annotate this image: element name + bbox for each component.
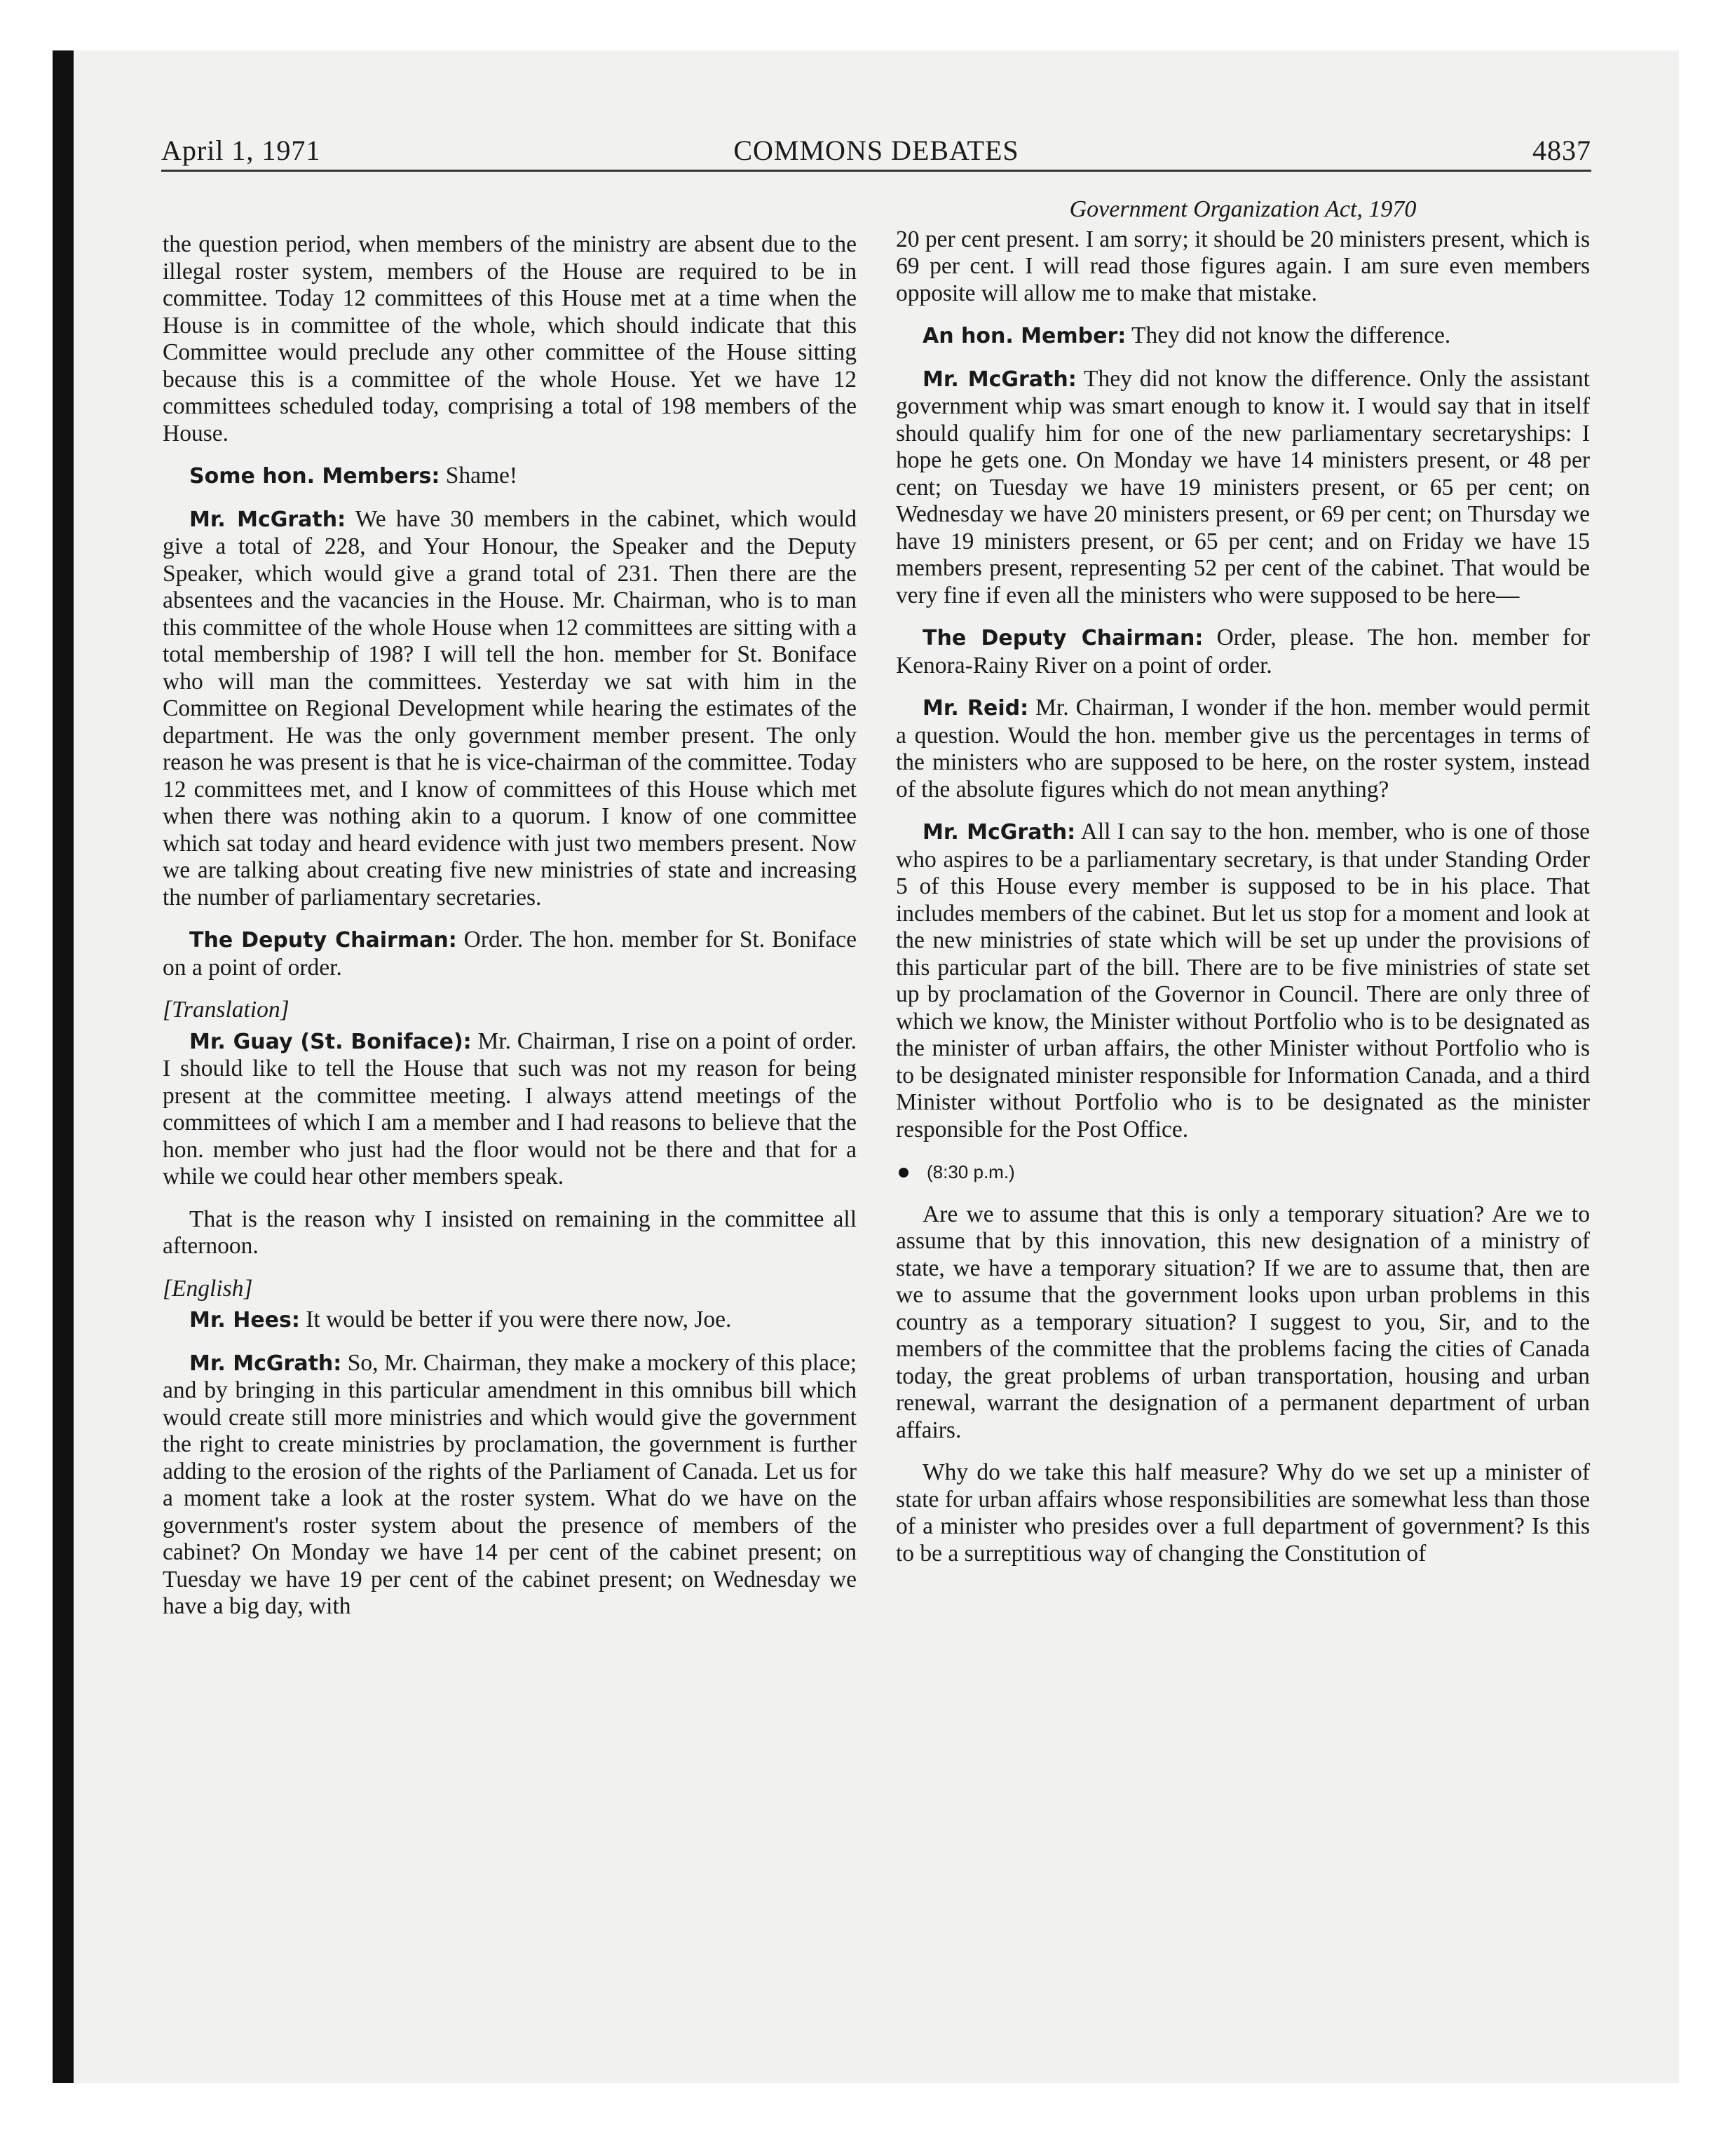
header-page-number: 4837: [1532, 135, 1591, 166]
header-title: COMMONS DEBATES: [733, 135, 1019, 166]
speaker-name: Mr. Guay (St. Boniface):: [189, 1029, 472, 1054]
speaker-name: An hon. Member:: [923, 324, 1127, 348]
paragraph: [163, 1206, 857, 1260]
speaker-name: Mr. Hees:: [189, 1308, 300, 1332]
paragraph-text: They did not know the difference.: [1131, 322, 1451, 348]
language-marker: [Translation]: [163, 997, 290, 1023]
speech-paragraph: [896, 819, 1590, 1143]
paragraph: [896, 1201, 1590, 1445]
timestamp-text: (8:30 p.m.): [927, 1161, 1015, 1182]
paragraph-text: Are we to assume that this is only a temporary situation? Are we to assume that by this innovation, this new designation of a ministry of state, we have a temporary situation? If we are to assume that, then are we to assume that the government looks upon urban problems in this country as a temporary situation? I suggest to you, Sir, and to the members of the committee that the problems facing the cities of Canada today, the great problems of urban transportation, housing and urban renewal, warrant the designation of a permanent department of urban affairs.: [896, 1201, 1590, 1443]
speaker-name: Mr. McGrath:: [923, 367, 1077, 392]
language-marker: [English]: [163, 1275, 253, 1302]
scan-edge: [53, 50, 74, 2083]
paragraph-text: Why do we take this half measure? Why do we set up a minister of state for urban affairs whose responsibilities are somewhat less than those of a minister who presides over a full department of government? Is this to be a surreptitious way of changing the Constitution of: [896, 1459, 1590, 1567]
paragraph: [896, 226, 1590, 308]
timestamp: [896, 1159, 1590, 1186]
speaker-name: Some hon. Members:: [189, 464, 440, 489]
speech-paragraph: [163, 1306, 857, 1335]
speech-paragraph: [896, 366, 1590, 610]
speech-paragraph: [163, 506, 857, 912]
speech-paragraph: [896, 695, 1590, 803]
paragraph-text: Order. The hon. member for St. Boniface on a point of order.: [163, 927, 857, 981]
paragraph: [896, 1459, 1590, 1567]
paragraph-text: Mr. Chairman, I wonder if the hon. member would permit a question. Would the hon. member give us the percentages in terms of the ministers who are supposed to be here, on the roster system, instead of the absolute figures which do not mean anything?: [896, 695, 1590, 803]
paragraph-text: the question period, when members of the ministry are absent due to the illegal roster system, members of the House are required to be in committee. Today 12 committees of this House met at a time when the House is in committee of the whole, which should indicate that this Committee would preclude any other committee of the House sitting because this is a committee of the whole House. Yet we have 12 committees scheduled today, comprising a total of 198 members of the House.: [163, 231, 857, 446]
speech-paragraph: [163, 1028, 857, 1191]
speaker-name: The Deputy Chairman:: [923, 626, 1204, 650]
speaker-name: The Deputy Chairman:: [189, 928, 457, 953]
left-column: [163, 231, 857, 1636]
section-heading: Government Organization Act, 1970: [1069, 196, 1417, 222]
speaker-name: Mr. Reid:: [923, 696, 1029, 721]
speech-paragraph: [896, 322, 1590, 350]
speaker-name: Mr. McGrath:: [189, 507, 346, 532]
speech-paragraph: [163, 927, 857, 981]
running-head: [161, 128, 1591, 172]
speaker-name: Mr. McGrath:: [923, 820, 1076, 845]
paragraph-text: They did not know the difference. Only the assistant government whip was smart enough to know it. I would say that in itself should qualify him for one of the new parliamentary secretaryships: I hope he gets one. On Monday we have 14 ministers present, or 48 per cent; on Tuesday we have 19 ministers present, or 65 per cent; on Wednesday we have 20 ministers present, or 69 per cent; on Thursday we have 19 ministers present, or 65 per cent; and on Friday we have 15 members present, representing 52 per cent of the cabinet. That would be very fine if even all the ministers who were supposed to be here—: [896, 365, 1590, 608]
paragraph-text: Order, please. The hon. member for Kenora-Rainy River on a point of order.: [896, 625, 1590, 678]
speech-paragraph: [163, 463, 857, 491]
paragraph-text: Mr. Chairman, I rise on a point of order. I should like to tell the House that such was not my reason for being present at the committee meeting. I always attend meetings of the committees of which I am a member and I had reasons to believe that the hon. member who just had the floor would not be there and that for a while we could hear other members speak.: [163, 1028, 857, 1189]
paragraph-text: All I can say to the hon. member, who is one of those who aspires to be a parliamentary secretary, is that under Standing Order 5 of this House every member is supposed to be in his place. That includes members of the cabinet. But let us stop for a moment and look at the new ministries of state which will be set up under the provisions of this particular part of the bill. There are to be five ministries of state set up by proclamation of the Governor in Council. There are only three of which we know, the Minister without Portfolio who is to be designated as the minister of urban affairs, the other Minister without Portfolio who is to be designated minister responsible for Information Canada, and a third Minister without Portfolio who is to be designated as the minister responsible for the Post Office.: [896, 819, 1590, 1142]
paragraph-text: We have 30 members in the cabinet, which would give a total of 228, and Your Honour, the Speaker and the Deputy Speaker, which would give a grand total of 231. Then there are the absentees and the vacancies in the House. Mr. Chairman, who is to man this committee of the whole House when 12 committees are sitting with a total membership of 198? I will tell the hon. member for St. Boniface who will man the committees. Yesterday we sat with him in the Committee on Regional Development while hearing the estimates of the department. He was the only government member present. The only reason he was present is that he is vice-chairman of the committee. Today 12 committees met, and I know of committees of this House which met when there was nothing akin to a quorum. I know of one committee which sat today and heard evidence with just two members present. Now we are talking about creating five new ministries of state and increasing the number of parliamentary secretaries.: [163, 505, 857, 910]
paragraph-text: 20 per cent present. I am sorry; it should be 20 ministers present, which is 69 per cent. I will read those figures again. I am sure even members opposite will allow me to make that mistake.: [896, 226, 1590, 306]
bullet-icon: [899, 1168, 909, 1178]
paragraph-text: That is the reason why I insisted on remaining in the committee all afternoon.: [163, 1206, 857, 1259]
speech-paragraph: [896, 625, 1590, 679]
paragraph-text: Shame!: [445, 463, 518, 489]
paragraph-text: So, Mr. Chairman, they make a mockery of this place; and by bringing in this particular amendment in this omnibus bill which would create still more ministries and which would give the government the right to create ministries by proclamation, the government is further adding to the erosion of the rights of the Parliament of Canada. Let us for a moment take a look at the roster system. What do we have on the government's roster system about the presence of members of the cabinet? On Monday we have 14 per cent of the cabinet present; on Tuesday we have 19 per cent of the cabinet present; on Wednesday we have a big day, with: [163, 1349, 857, 1619]
paragraph-text: It would be better if you were there now, Joe.: [306, 1306, 732, 1332]
header-date: April 1, 1971: [161, 135, 321, 166]
speech-paragraph: [163, 1350, 857, 1621]
speaker-name: Mr. McGrath:: [189, 1351, 342, 1376]
right-column: [896, 196, 1590, 1583]
paragraph: [163, 231, 857, 447]
